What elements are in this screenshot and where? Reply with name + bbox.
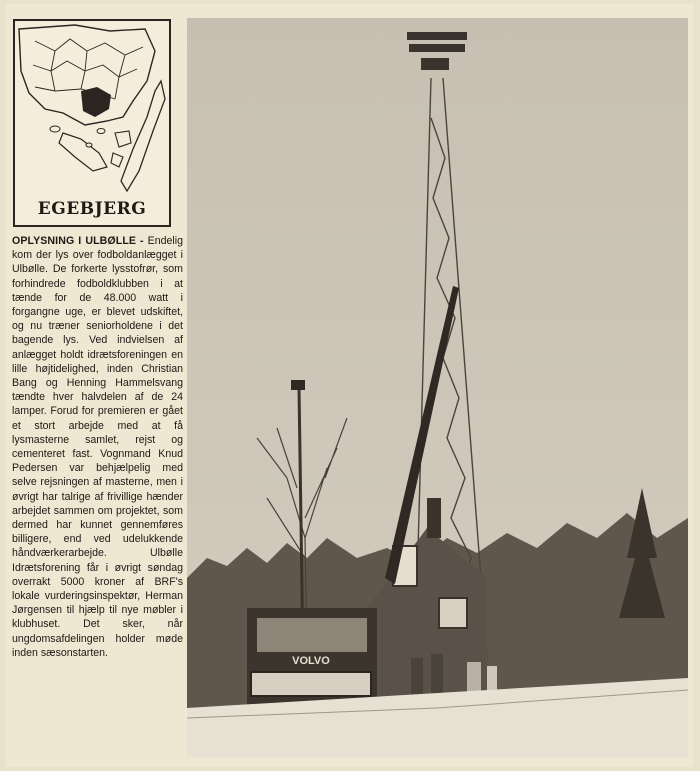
news-photo [187,18,688,757]
map-place-label: EGEBJERG [37,199,147,219]
map-illustration [15,21,169,225]
article-headline: OPLYSNING I ULBØLLE - [12,235,148,247]
truck-brand-text: VOLVO [292,655,330,667]
article-body: Endelig kom der lys over fodboldanlægget i Ulbølle. De forkerte lysstofrør, som forhindrede fodboldklubben i at tænde for de 48.000 watt i forgangne uge, er blevet udskiftet, og nu træner seniorholdene i det bagende lys. Ved indvielsen af anlægget holdt idrætsforeningen en lille højtidelighed, inden Christian Bang og Henning Hammelsvang tændte hver halvdelen af de 24 lamper. Forud for premieren er gået et stort arbejde med at få lysmasterne samlet, rejst og cementeret fast. Vognmand Knud Pedersen var behjælpelig med selve rejsningen af masterne, men i øvrigt har talrige af frivillige hænder arbejdet sammen om projektet, som dermed har kunnet gennemføres billigere, end ved udelukkende håndværkerarbejde. Ulbølle Idrætsforening får i øvrigt søndag overrakt 5000 kroner af BRF's lokale vurderingsinspektør, Herman Jørgensen til hjælp til nye møbler i klubhuset. Det sker, når ungdomsafdelingen holder møde inden sæsonstarten. [12,235,183,659]
floodlight-photo-illustration [187,18,688,757]
locator-map [13,19,171,227]
article-text [12,234,183,660]
